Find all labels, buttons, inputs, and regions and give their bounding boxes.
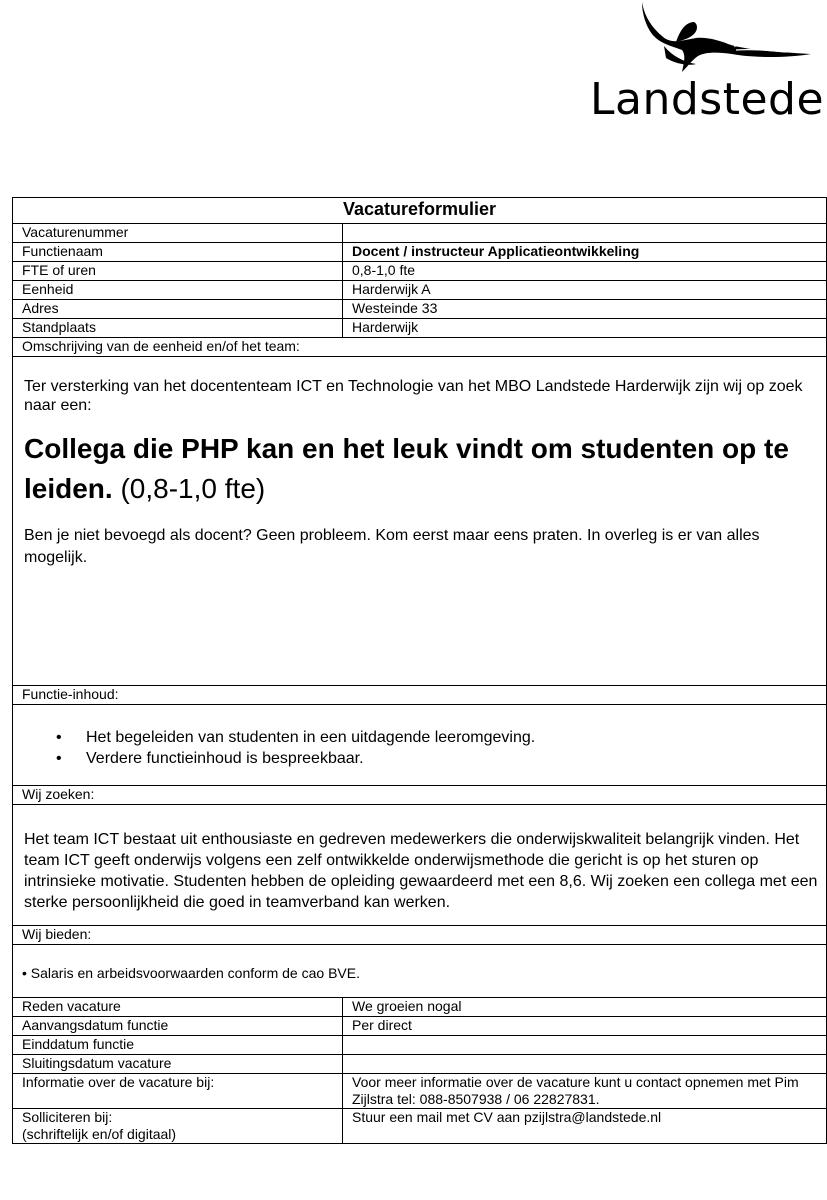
omschrijving-intro: Ter versterking van het docententeam ICT en Technologie van het MBO Landstede Harderwijk zijn wij op zoek naar een: — [24, 378, 803, 414]
row-informatie — [13, 1074, 827, 1109]
headline-bold: Collega die PHP kan en het leuk vindt om studenten op te leiden. — [24, 433, 789, 504]
logo-wordmark: Landstede — [590, 74, 825, 125]
row-einddatum — [13, 1036, 827, 1055]
row-functienaam — [13, 243, 827, 262]
label-eenheid: Eenheid — [13, 281, 343, 300]
row-standplaats — [13, 319, 827, 338]
value-aanvangsdatum: Per direct — [343, 1017, 827, 1036]
label-adres: Adres — [13, 300, 343, 319]
label-aanvangsdatum: Aanvangsdatum functie — [13, 1017, 343, 1036]
list-item: • Verdere functieinhoud is bespreekbaar. — [22, 748, 826, 769]
form-title: Vacatureformulier — [13, 198, 827, 224]
label-einddatum: Einddatum functie — [13, 1036, 343, 1055]
row-aanvangsdatum — [13, 1017, 827, 1036]
wij-zoeken-section — [13, 805, 827, 926]
value-adres: Westeinde 33 — [343, 300, 827, 319]
solliciteren-label-line1: Solliciteren bij: — [22, 1109, 113, 1125]
label-solliciteren — [13, 1109, 343, 1144]
value-informatie: Voor meer informatie over de vacature kunt u contact opnemen met Pim Zijlstra tel: 088-8507938 / 06 22827831. — [343, 1074, 827, 1109]
functie-inhoud-section — [13, 705, 827, 786]
label-functienaam: Functienaam — [13, 243, 343, 262]
wij-zoeken-text: Het team ICT bestaat uit enthousiaste en gedreven medewerkers die onderwijskwaliteit belangrijk vinden. Het team ICT geeft onderwijs volgens een zelf ontwikkelde onderwijsmethode die gericht is op het sturen op intrinsieke motivatie. Studenten hebben de opleiding gewaardeerd met een 8,6. Wij zoeken een collega met een sterke persoonlijkheid die goed in teamverband kan werken. — [24, 831, 818, 911]
label-fte: FTE of uren — [13, 262, 343, 281]
list-item: • Het begeleiden van studenten in een uitdagende leeromgeving. — [22, 727, 826, 748]
omschrijving-headline — [24, 429, 826, 509]
row-sluitingsdatum — [13, 1055, 827, 1074]
label-reden: Reden vacature — [13, 998, 343, 1017]
value-einddatum — [343, 1036, 827, 1055]
label-omschrijving: Omschrijving van de eenheid en/of het team: — [13, 338, 827, 357]
label-sluitingsdatum: Sluitingsdatum vacature — [13, 1055, 343, 1074]
value-eenheid: Harderwijk A — [343, 281, 827, 300]
row-fte — [13, 262, 827, 281]
row-reden — [13, 998, 827, 1017]
label-standplaats: Standplaats — [13, 319, 343, 338]
wij-bieden-section — [13, 945, 827, 998]
landstede-logo — [588, 0, 824, 130]
wij-bieden-text: • Salaris en arbeidsvoorwaarden conform de cao BVE. — [22, 965, 360, 981]
value-standplaats: Harderwijk — [343, 319, 827, 338]
label-informatie: Informatie over de vacature bij: — [13, 1074, 343, 1109]
value-reden: We groeien nogal — [343, 998, 827, 1017]
value-sluitingsdatum — [343, 1055, 827, 1074]
row-adres — [13, 300, 827, 319]
headline-fte: (0,8-1,0 fte) — [112, 473, 266, 504]
value-functienaam: Docent / instructeur Applicatieontwikkeling — [343, 243, 827, 262]
row-solliciteren — [13, 1109, 827, 1144]
vacature-form — [12, 197, 827, 1144]
solliciteren-label-line2: (schriftelijk en/of digitaal) — [22, 1126, 177, 1142]
omschrijving-note: Ben je niet bevoegd als docent? Geen probleem. Kom eerst maar eens praten. In overleg is er van alles mogelijk. — [24, 527, 760, 566]
value-fte: 0,8-1,0 fte — [343, 262, 827, 281]
omschrijving-section — [13, 357, 827, 686]
functie-inhoud-list — [22, 727, 826, 769]
label-wij-zoeken: Wij zoeken: — [13, 786, 827, 805]
label-functie-inhoud: Functie-inhoud: — [13, 686, 827, 705]
value-solliciteren: Stuur een mail met CV aan pzijlstra@landstede.nl — [343, 1109, 827, 1144]
bird-icon — [636, 0, 826, 80]
label-vacaturenummer: Vacaturenummer — [13, 224, 343, 243]
row-vacaturenummer — [13, 224, 827, 243]
value-vacaturenummer — [343, 224, 827, 243]
label-wij-bieden: Wij bieden: — [13, 926, 827, 945]
row-eenheid — [13, 281, 827, 300]
